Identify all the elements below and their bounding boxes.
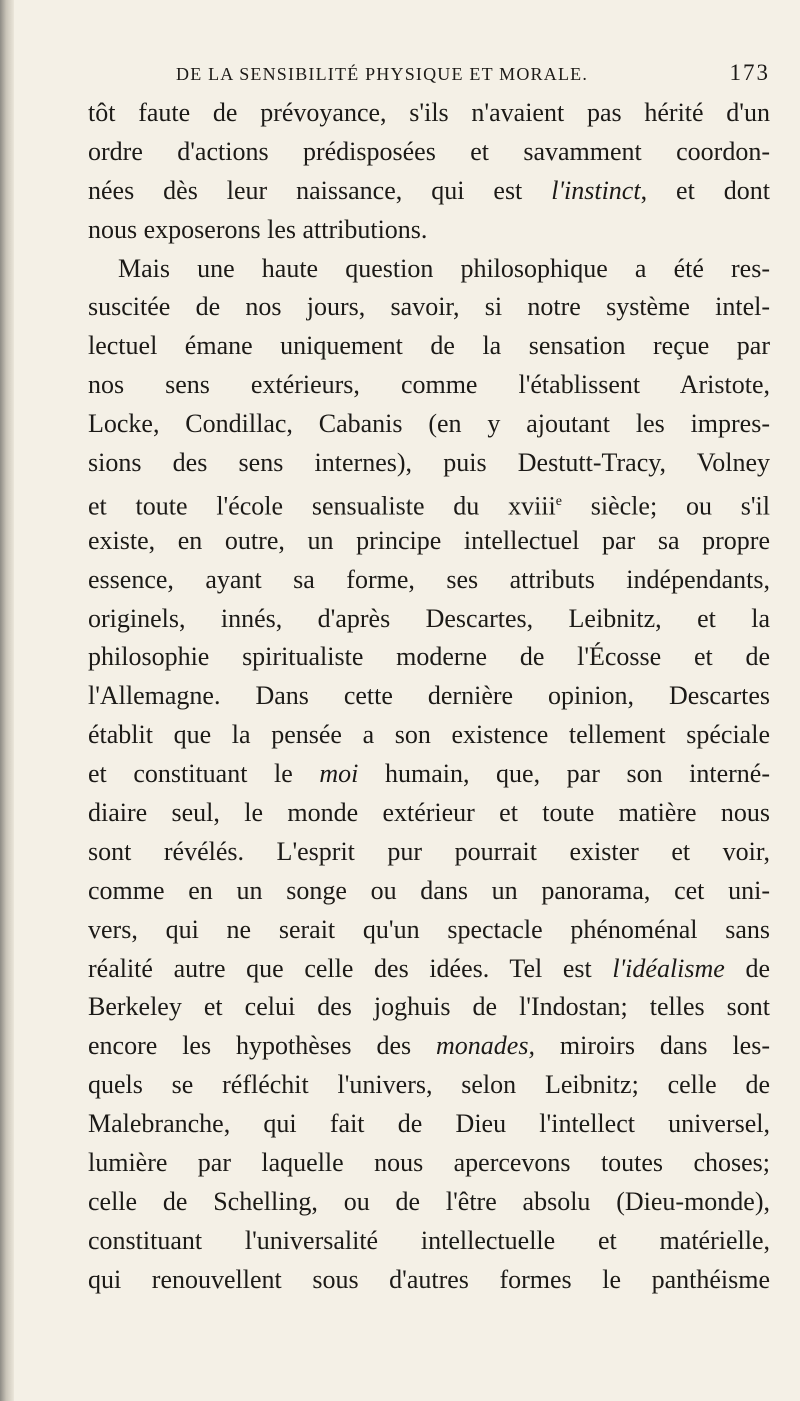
- text-line: Locke, Condillac, Cabanis (en y ajoutant les impres-: [88, 409, 770, 439]
- running-head: [88, 58, 770, 94]
- text-line: Berkeley et celui des joghuis de l'Indostan; telles sont: [88, 992, 770, 1022]
- text-segment: de: [724, 953, 770, 983]
- text-line: nos sens extérieurs, comme l'établissent Aristote,: [88, 370, 770, 400]
- italic-term: moi: [319, 759, 359, 789]
- text-line: quels se réfléchit l'univers, selon Leibnitz; celle de: [88, 1070, 770, 1100]
- text-line: existe, en outre, un principe intellectuel par sa propre: [88, 525, 770, 555]
- book-page: [88, 58, 770, 1300]
- text-segment: humain, que, par son interné-: [358, 759, 770, 789]
- text-line: philosophie spiritualiste moderne de l'Écosse et de: [88, 642, 770, 672]
- text-line: sont révélés. L'esprit pur pourrait exister et voir,: [88, 836, 770, 866]
- text-line: l'Allemagne. Dans cette dernière opinion, Descartes: [88, 681, 770, 711]
- text-segment: et constituant le: [88, 759, 320, 789]
- text-line: diaire seul, le monde extérieur et toute matière nous: [88, 798, 770, 828]
- running-head-title: DE LA SENSIBILITÉ PHYSIQUE ET MORALE.: [176, 64, 589, 84]
- text-segment: siècle; ou s'il: [561, 491, 770, 521]
- paragraph-first-line: Mais une haute question philosophique a été res-: [118, 253, 770, 283]
- text-line: suscitée de nos jours, savoir, si notre système intel-: [88, 292, 770, 322]
- text-line: Malebranche, qui fait de Dieu l'intellect universel,: [88, 1109, 770, 1139]
- text-line: constituant l'universalité intellectuelle et matérielle,: [88, 1225, 770, 1255]
- text-line: [88, 483, 770, 522]
- superscript: e: [555, 493, 562, 509]
- text-line: comme en un songe ou dans un panorama, cet uni-: [88, 875, 770, 905]
- italic-term: l'instinct: [551, 175, 641, 205]
- text-segment: réalité autre que celle des idées. Tel est: [88, 953, 613, 983]
- text-line: originels, innés, d'après Descartes, Leibnitz, et la: [88, 603, 770, 633]
- text-line: [88, 172, 770, 211]
- page-number: 173: [729, 60, 770, 85]
- text-line: tôt faute de prévoyance, s'ils n'avaient pas hérité d'un: [88, 98, 770, 127]
- text-line: lectuel émane uniquement de la sensation reçue par: [88, 331, 770, 361]
- text-line: nous exposerons les attributions.: [88, 214, 428, 244]
- text-segment: encore les hypothèses des: [88, 1031, 437, 1061]
- text-line: vers, qui ne serait qu'un spectacle phénoménal sans: [88, 914, 770, 944]
- text-segment: et toute l'école sensualiste du xviii: [88, 491, 556, 521]
- text-segment: nées dès leur naissance, qui est: [88, 175, 552, 205]
- text-line: ordre d'actions prédisposées et savamment coordon-: [88, 136, 770, 166]
- text-line: lumière par laquelle nous apercevons toutes choses;: [88, 1148, 770, 1178]
- italic-term: monades,: [436, 1031, 535, 1061]
- italic-term: l'idéalisme: [612, 953, 725, 983]
- text-line: celle de Schelling, ou de l'être absolu (Dieu-monde),: [88, 1186, 770, 1216]
- text-line: [88, 950, 770, 989]
- text-line: essence, ayant sa forme, ses attributs indépendants,: [88, 564, 770, 594]
- text-segment: miroirs dans les-: [534, 1031, 770, 1061]
- book-binding-edge: [0, 0, 14, 1401]
- text-segment: , et dont: [640, 175, 770, 205]
- text-line: établit que la pensée a son existence tellement spéciale: [88, 720, 770, 750]
- text-line: [88, 755, 770, 794]
- body-text: [88, 94, 770, 1300]
- text-line: sions des sens internes), puis Destutt-Tracy, Volney: [88, 448, 770, 478]
- text-line: qui renouvellent sous d'autres formes le panthéisme: [88, 1264, 770, 1294]
- text-line: [88, 1027, 770, 1066]
